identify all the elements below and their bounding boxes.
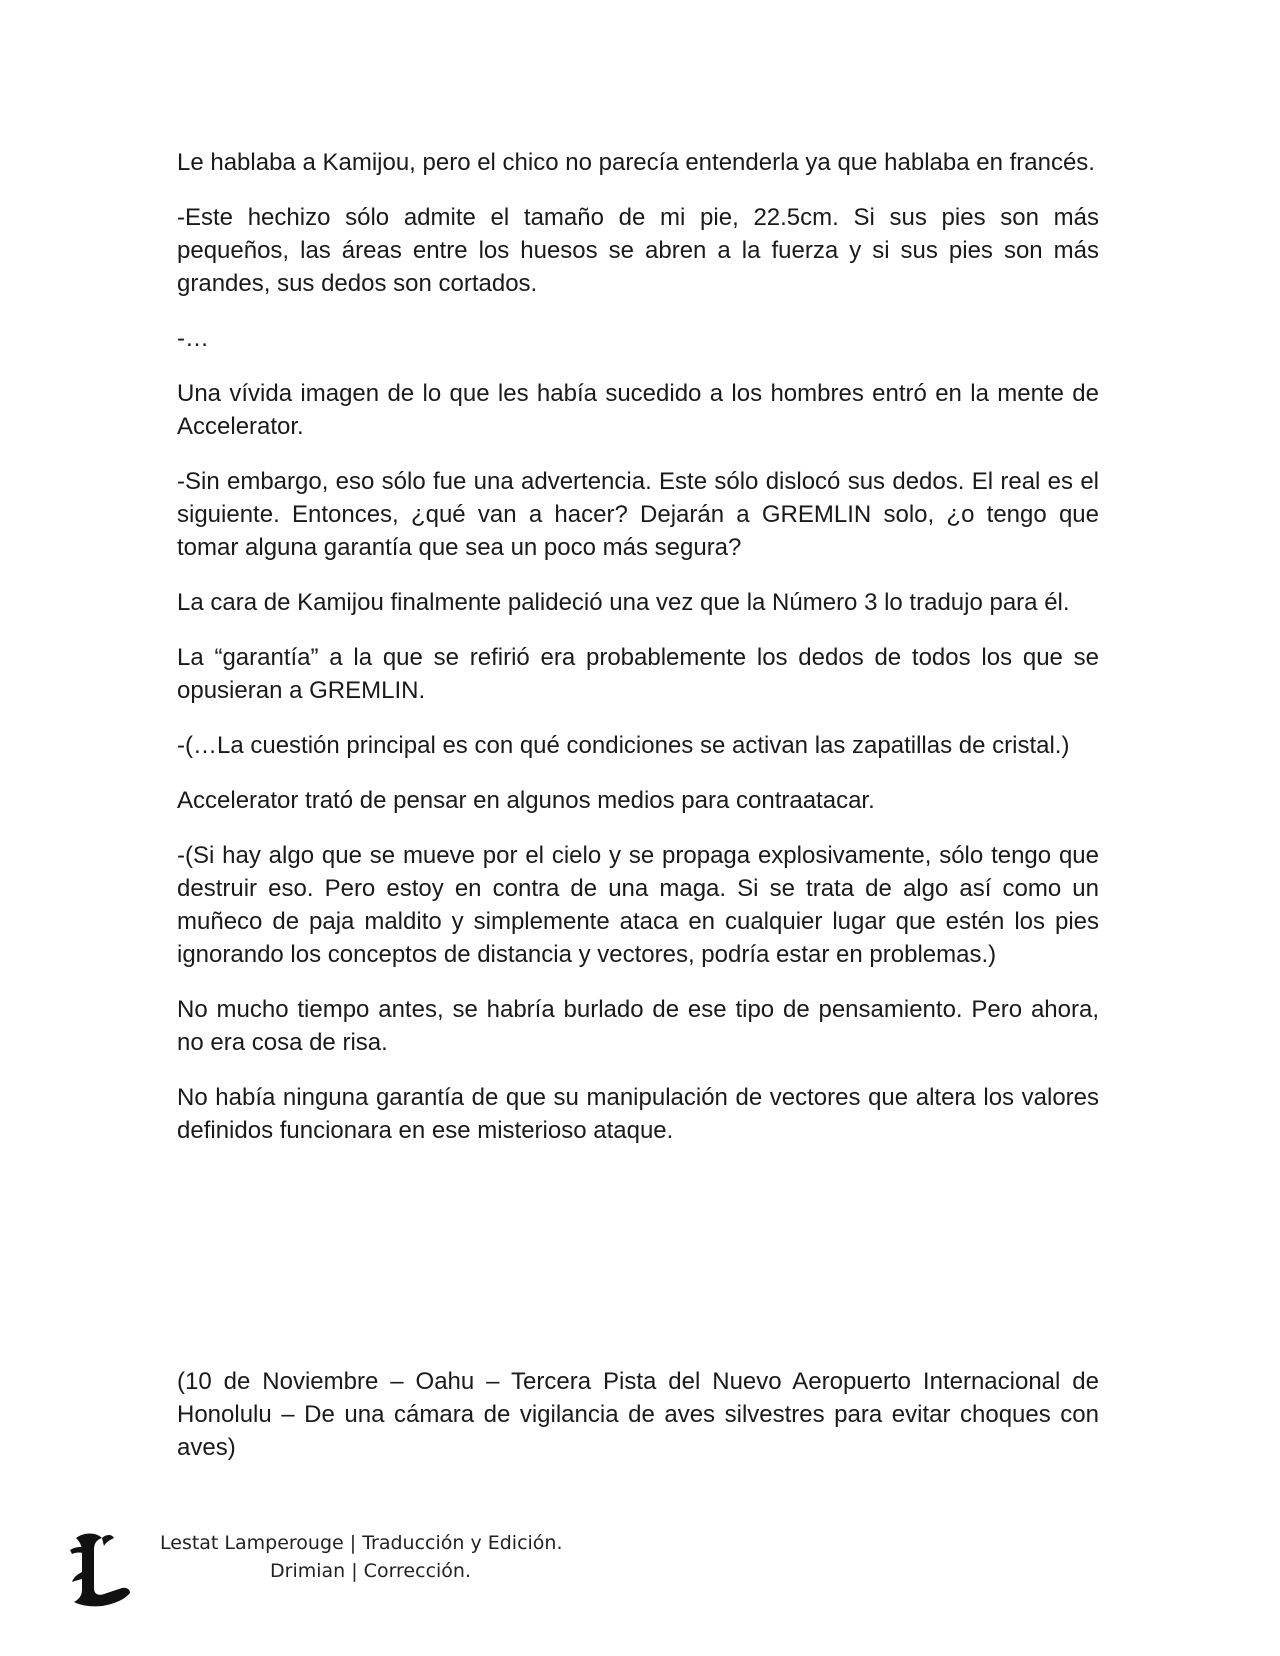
paragraph: -Sin embargo, eso sólo fue una advertencia. Este sólo dislocó sus dedos. El real es el siguiente. Entonces, ¿qué van a hacer? Dejarán a GREMLIN solo, ¿o tengo que tomar alguna garantía que sea un poco más segura? (177, 468, 1099, 561)
footer (60, 1530, 660, 1620)
paragraph: La “garantía” a la que se refirió era probablemente los dedos de todos los que se opusieran a GREMLIN. (177, 644, 1099, 704)
credit-correction: Drimian | Corrección. (270, 1560, 472, 1582)
paragraph: Una vívida imagen de lo que les había sucedido a los hombres entró en la mente de Accelerator. (177, 380, 1099, 440)
paragraph: Le hablaba a Kamijou, pero el chico no parecía entenderla ya que hablaba en francés. (177, 149, 1095, 176)
paragraph: No había ninguna garantía de que su manipulación de vectores que altera los valores definidos funcionara en ese misterioso ataque. (177, 1084, 1099, 1144)
body-text (177, 146, 1099, 1169)
paragraph: La cara de Kamijou finalmente palideció una vez que la Número 3 lo tradujo para él. (177, 589, 1070, 616)
paragraph: -… (177, 325, 209, 352)
scene-heading: (10 de Noviembre – Oahu – Tercera Pista del Nuevo Aeropuerto Internacional de Honolulu – De una cámara de vigilancia de aves silvestres para evitar choques con aves) (177, 1368, 1099, 1461)
paragraph: -(Si hay algo que se mueve por el cielo y se propaga explosivamente, sólo tengo que destruir eso. Pero estoy en contra de una maga. Si se trata de algo así como un muñeco de paja maldito y simplemente ataca en cualquier lugar que estén los pies ignorando los conceptos de distancia y vectores, podría estar en problemas.) (177, 842, 1099, 968)
paragraph: -Este hechizo sólo admite el tamaño de mi pie, 22.5cm. Si sus pies son más pequeños, las áreas entre los huesos se abren a la fuerza y si sus pies son más grandes, sus dedos son cortados. (177, 204, 1099, 297)
paragraph: Accelerator trató de pensar en algunos medios para contraatacar. (177, 787, 875, 814)
paragraph: No mucho tiempo antes, se habría burlado de ese tipo de pensamiento. Pero ahora, no era cosa de risa. (177, 996, 1099, 1056)
credit-translation: Lestat Lamperouge | Traducción y Edición. (160, 1532, 563, 1554)
paragraph: -(…La cuestión principal es con qué condiciones se activan las zapatillas de cristal.) (177, 732, 1070, 759)
gothic-letter-l-icon (66, 1530, 136, 1610)
